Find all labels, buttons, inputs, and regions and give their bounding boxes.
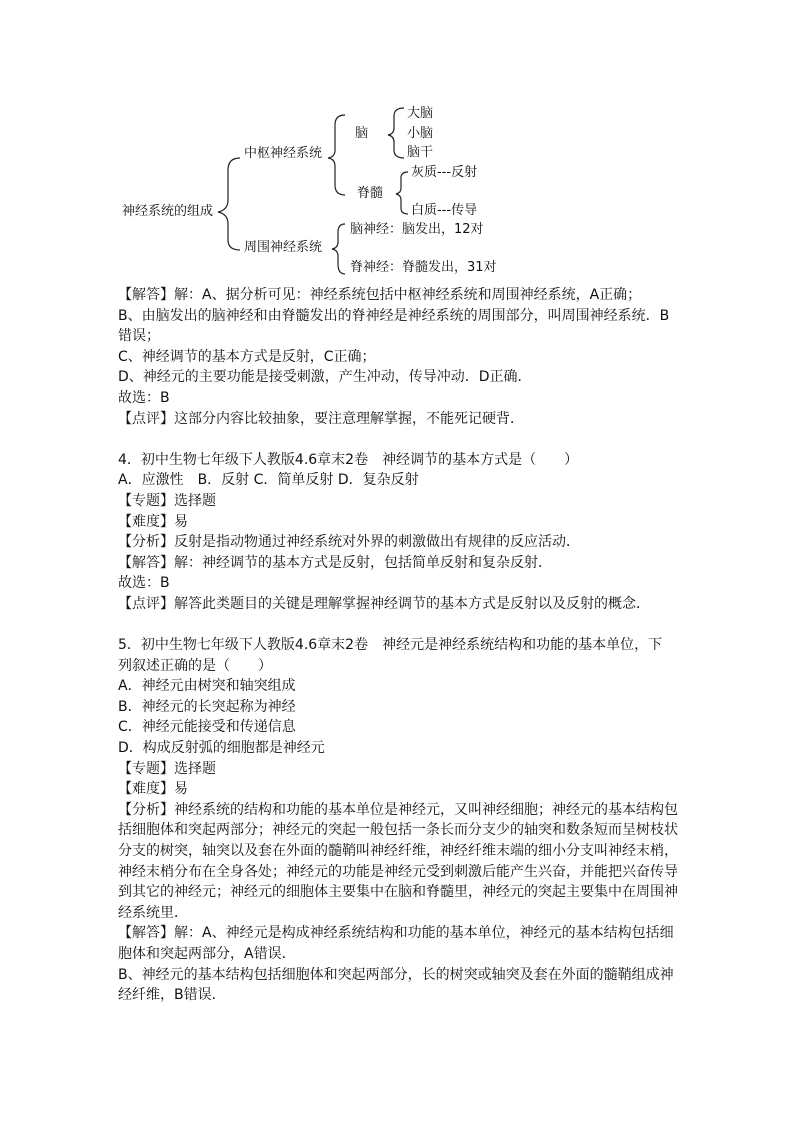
text-line: 【点评】这部分内容比较抽象，要注意理解掌握，不能死记硬背．: [118, 410, 524, 427]
diagram-peripheral-part: 脊神经：脊髓发出，31对: [350, 260, 497, 275]
text-line: 【点评】解答此类题目的关键是理解掌握神经调节的基本方式是反射以及反射的概念．: [118, 595, 650, 612]
diagram-root: 神经系统的组成: [122, 204, 214, 219]
text-line: B、神经元的基本结构包括细胞体和突起两部分，长的树突或轴突及套在外面的髓鞘组成神: [118, 966, 674, 983]
diagram-peripheral-part: 脑神经：脑发出，12对: [350, 222, 484, 237]
diagram-peripheral: 周围神经系统: [244, 240, 323, 255]
text-line: 【解答】解：A、神经元是构成神经系统结构和功能的基本单位，神经元的基本结构包括细: [118, 925, 674, 942]
text-line: 经系统里．: [118, 904, 188, 921]
q3-answer-section: [118, 285, 688, 429]
diagram-brain-part: 大脑: [407, 106, 434, 121]
question-5: [118, 635, 688, 1006]
text-line: 【解答】解：神经调节的基本方式是反射，包括简单反射和复杂反射．: [118, 554, 552, 571]
text-line: 【分析】神经系统的结构和功能的基本单位是神经元，又叫神经细胞；神经元的基本结构包: [118, 801, 678, 818]
text-line: 分支的树突，轴突以及套在外面的髓鞘叫神经纤维，神经纤维末端的细小分支叫神经末梢，: [118, 843, 678, 860]
text-line: C、神经调节的基本方式是反射，C正确；: [118, 348, 376, 365]
text-line: 【专题】选择题: [118, 492, 216, 509]
document-body: [118, 285, 688, 1006]
diagram-spinal-part: 灰质---反射: [411, 165, 478, 180]
text-line: 【难度】易: [118, 781, 188, 798]
diagram-central: 中枢神经系统: [244, 146, 323, 161]
text-line: 错误；: [118, 328, 160, 345]
text-line: 括细胞体和突起两部分；神经元的突起一般包括一条长而分支少的轴突和数条短而呈树枝状: [118, 822, 678, 839]
question-4: [118, 450, 688, 615]
text-line: 故选：B: [118, 389, 170, 406]
diagram-brain: 脑: [355, 126, 369, 141]
text-line: 【解答】解：A、据分析可见：神经系统包括中枢神经系统和周围神经系统，A正确；: [118, 287, 642, 303]
text-line: B、由脑发出的脑神经和由脊髓发出的脊神经是神经系统的周围部分，叫周围神经系统．B: [118, 307, 670, 324]
question-title: 4．初中生物七年级下人教版4.6章末2卷 神经调节的基本方式是（ ）: [118, 451, 579, 468]
diagram-brain-part: 脑干: [407, 145, 434, 160]
text-line: 【分析】反射是指动物通过神经系统对外界的刺激做出有规律的反应活动．: [118, 534, 580, 551]
text-line: 故选：B: [118, 575, 170, 592]
text-line: 胞体和突起两部分，A错误．: [118, 946, 296, 962]
question-title: 5．初中生物七年级下人教版4.6章末2卷 神经元是神经系统结构和功能的基本单位，下: [118, 637, 663, 654]
text-line: D、神经元的主要功能是接受刺激，产生冲动，传导冲动．D正确．: [118, 369, 532, 386]
diagram-brain-part: 小脑: [407, 126, 434, 141]
text-line: 神经末梢分布在全身各处；神经元的功能是神经元受到刺激后能产生兴奋，并能把兴奋传导: [118, 863, 678, 880]
question-option: A．神经元由树突和轴突组成: [118, 678, 296, 695]
text-line: 【专题】选择题: [118, 760, 216, 777]
brace-lines: [0, 0, 794, 290]
question-option: C．神经元能接受和传递信息: [118, 719, 296, 736]
question-options: A．应激性 B．反射 C．简单反射 D．复杂反射: [118, 472, 419, 489]
text-line: 经纤维，B错误．: [118, 987, 226, 1004]
text-line: 到其它的神经元；神经元的细胞体主要集中在脑和脊髓里，神经元的突起主要集中在周围神: [118, 884, 678, 901]
question-option: B．神经元的长突起称为神经: [118, 698, 296, 715]
diagram-spinal: 脊髓: [357, 186, 384, 201]
nervous-system-diagram: [0, 0, 794, 290]
diagram-spinal-part: 白质---传导: [411, 203, 478, 218]
question-option: D．构成反射弧的细胞都是神经元: [118, 740, 325, 757]
text-line: 【难度】易: [118, 513, 188, 530]
question-title: 列叙述正确的是（ ）: [118, 657, 272, 674]
